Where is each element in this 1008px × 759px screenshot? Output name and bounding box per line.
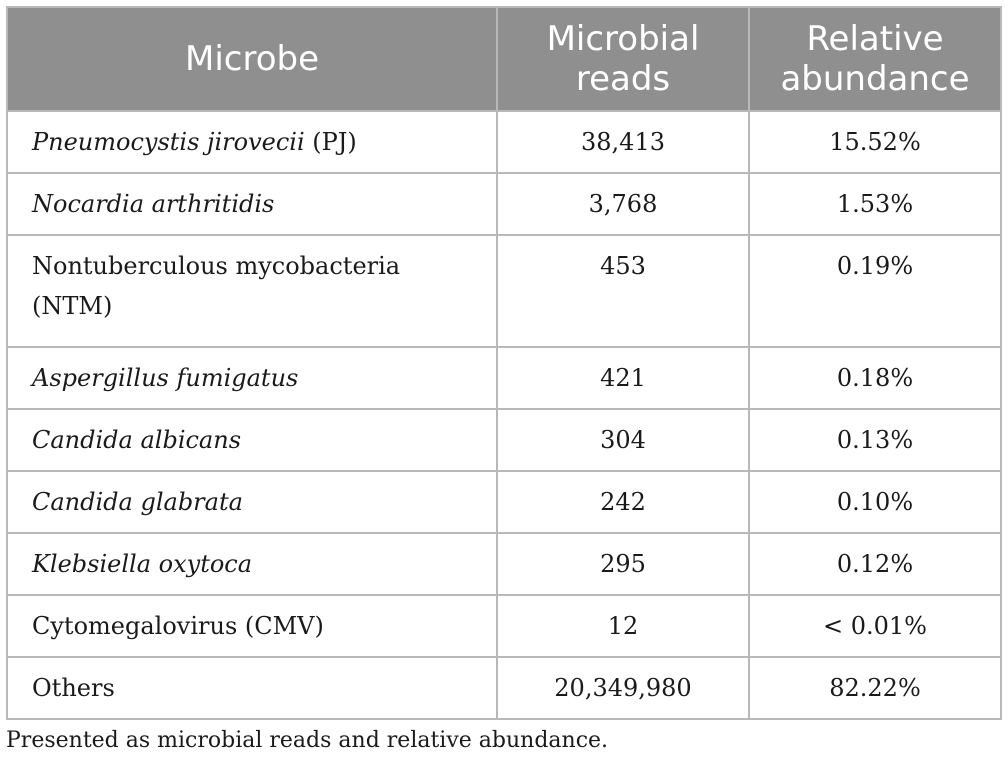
table-row [7, 347, 1001, 409]
relative-abundance-value: 0.19% [749, 235, 1001, 347]
header-microbe: Microbe [7, 7, 497, 111]
microbial-reads-value: 304 [497, 409, 749, 471]
microbe-table [6, 6, 1002, 720]
microbe-name [7, 471, 497, 533]
table-row [7, 111, 1001, 173]
relative-abundance-value: < 0.01% [749, 595, 1001, 657]
microbe-name [7, 111, 497, 173]
relative-abundance-value: 1.53% [749, 173, 1001, 235]
table-row [7, 173, 1001, 235]
relative-abundance-value: 82.22% [749, 657, 1001, 719]
microbial-reads-value: 12 [497, 595, 749, 657]
microbial-reads-value: 38,413 [497, 111, 749, 173]
microbe-name [7, 409, 497, 471]
relative-abundance-value: 0.12% [749, 533, 1001, 595]
microbe-name-italic: Pneumocystis jirovecii [32, 128, 305, 156]
microbe-name-plain: (PJ) [304, 128, 357, 156]
microbe-name [7, 235, 497, 347]
microbe-name [7, 595, 497, 657]
table-row [7, 657, 1001, 719]
microbe-name-italic: Candida glabrata [32, 488, 243, 516]
relative-abundance-value: 0.10% [749, 471, 1001, 533]
microbe-name-italic: Candida albicans [32, 426, 242, 454]
microbe-name-italic: Klebsiella oxytoca [32, 550, 253, 578]
microbial-reads-value: 242 [497, 471, 749, 533]
microbial-reads-value: 295 [497, 533, 749, 595]
microbial-reads-value: 453 [497, 235, 749, 347]
relative-abundance-value: 0.13% [749, 409, 1001, 471]
microbe-name [7, 533, 497, 595]
microbe-name-italic: Aspergillus fumigatus [32, 364, 299, 392]
microbe-name-plain: Nontuberculous mycobacteria (NTM) [32, 252, 401, 320]
microbe-name [7, 657, 497, 719]
table-row [7, 471, 1001, 533]
table-row [7, 235, 1001, 347]
microbe-name-plain: Others [32, 674, 115, 702]
microbial-reads-value: 20,349,980 [497, 657, 749, 719]
header-relative-abundance: Relative abundance [749, 7, 1001, 111]
table-caption: Presented as microbial reads and relative abundance. [6, 728, 609, 753]
header-microbial-reads: Microbial reads [497, 7, 749, 111]
microbe-name [7, 173, 497, 235]
header-row [7, 7, 1001, 111]
microbe-name-plain: Cytomegalovirus (CMV) [32, 612, 324, 640]
table-row [7, 595, 1001, 657]
microbial-reads-value: 3,768 [497, 173, 749, 235]
table-row [7, 533, 1001, 595]
table-row [7, 409, 1001, 471]
relative-abundance-value: 15.52% [749, 111, 1001, 173]
relative-abundance-value: 0.18% [749, 347, 1001, 409]
microbe-name [7, 347, 497, 409]
microbial-reads-value: 421 [497, 347, 749, 409]
microbe-name-italic: Nocardia arthritidis [32, 190, 275, 218]
